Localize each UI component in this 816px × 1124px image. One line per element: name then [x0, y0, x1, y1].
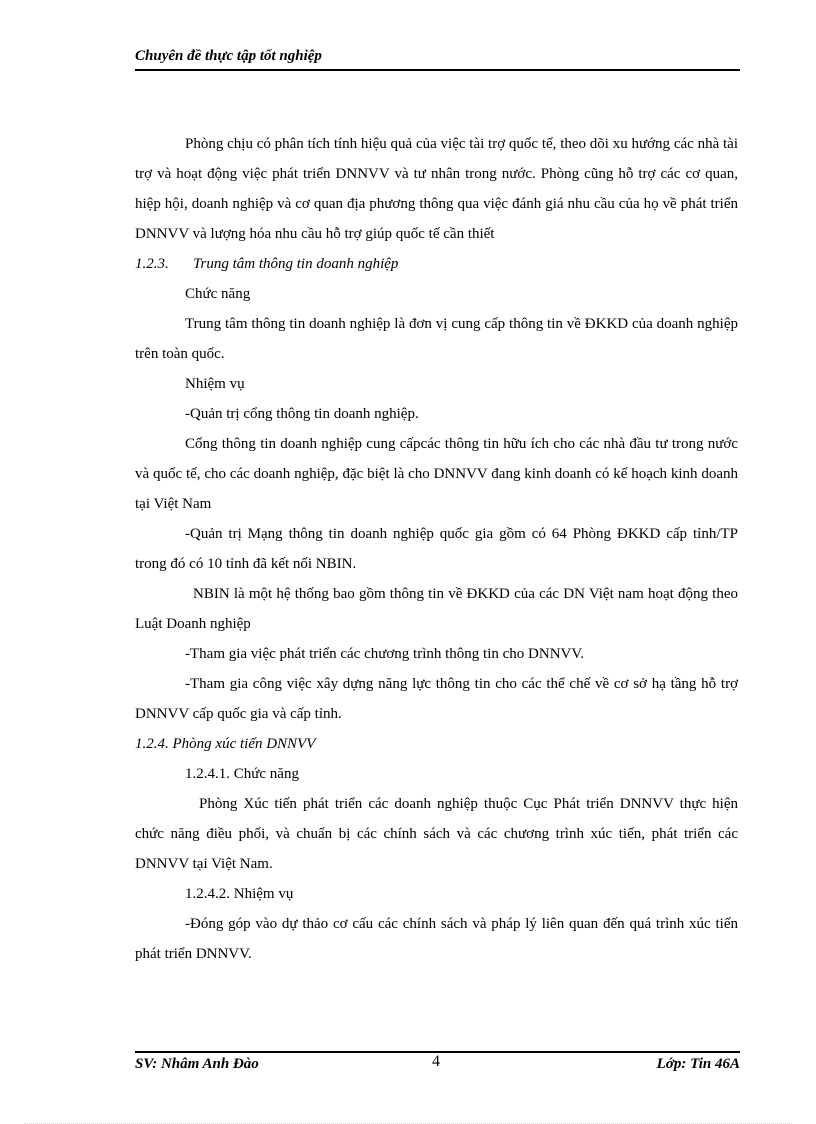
- section-heading-1-2-3: [135, 249, 738, 279]
- list-item: -Tham gia công việc xây dựng năng lực thông tin cho các thể chế về cơ sở hạ tầng hỗ trợ DNNVV cấp quốc gia và cấp tỉnh.: [135, 676, 738, 722]
- section-heading-1-2-4: 1.2.4. Phòng xúc tiến DNNVV: [135, 736, 316, 752]
- subheading: Nhiệm vụ: [185, 376, 245, 392]
- paragraph: Trung tâm thông tin doanh nghiệp là đơn vị cung cấp thông tin về ĐKKD của doanh nghiệp trên toàn quốc.: [135, 316, 738, 362]
- page-number: 4: [432, 1053, 440, 1070]
- list-item: -Quản trị Mạng thông tin doanh nghiệp quốc gia gồm có 64 Phòng ĐKKD cấp tỉnh/TP trong đó có 10 tỉnh đã kết nối NBIN.: [135, 526, 738, 572]
- footer-student-name: SV: Nhâm Anh Đào: [135, 1056, 259, 1072]
- footer-class: Lớp: Tin 46A: [656, 1056, 740, 1072]
- running-header-title: Chuyên đề thực tập tốt nghiệp: [135, 48, 322, 64]
- paragraph: Cổng thông tin doanh nghiệp cung cấpcác thông tin hữu ích cho các nhà đầu tư trong nước và quốc tế, cho các doanh nghiệp, đặc biệt là cho DNNVV đang kinh doanh có kế hoạch kinh doanh tại Việt Nam: [135, 436, 738, 512]
- paragraph: NBIN là một hệ thống bao gồm thông tin về ĐKKD của các DN Việt nam hoạt động theo Luật Doanh nghiệp: [135, 586, 738, 632]
- list-item: -Tham gia việc phát triển các chương trình thông tin cho DNNVV.: [185, 646, 585, 662]
- section-number: 1.2.3.: [135, 256, 169, 272]
- document-body: [135, 129, 738, 969]
- subsection-heading: 1.2.4.2. Nhiệm vụ: [185, 886, 294, 902]
- section-title: Trung tâm thông tin doanh nghiệp: [193, 256, 399, 272]
- subsection-heading: 1.2.4.1. Chức năng: [185, 766, 299, 782]
- subheading: Chức năng: [185, 286, 251, 302]
- list-item: -Đóng góp vào dự thảo cơ cấu các chính sách và pháp lý liên quan đến quá trình xúc tiến phát triển DNNVV.: [135, 916, 738, 962]
- header-rule: [135, 69, 740, 71]
- list-item: -Quản trị cổng thông tin doanh nghiệp.: [185, 406, 419, 422]
- paragraph: Phòng Xúc tiến phát triển các doanh nghiệp thuộc Cục Phát triển DNNVV thực hiện chức năng điều phối, và chuẩn bị các chính sách và các chương trình xúc tiến, phát triển các DNNVV tại Việt Nam.: [135, 796, 738, 872]
- paragraph: Phòng chịu có phân tích tính hiệu quả của việc tài trợ quốc tế, theo dõi xu hướng các nhà tài trợ và hoạt động việc phát triển DNNVV và tư nhân trong nước. Phòng cũng hỗ trợ các cơ quan, hiệp hội, doanh nghiệp và cơ quan địa phương thông qua việc đánh giá nhu cầu của họ về phát triển DNNVV và lượng hóa nhu cầu hỗ trợ giúp quốc tế cần thiết: [135, 136, 738, 242]
